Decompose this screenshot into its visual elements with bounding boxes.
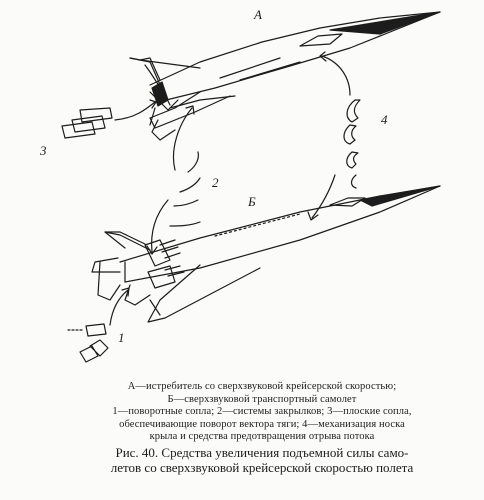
label-item-1: 1	[118, 330, 125, 345]
sst-aircraft-b	[92, 186, 440, 322]
legend-line: А—истребитель со сверхзвуковой крейсерской скоростью;	[127, 381, 397, 392]
legend-line: Б—сверхзвуковой транспортный самолет	[167, 393, 357, 405]
figure-legend	[62, 381, 462, 444]
figure-caption	[62, 445, 462, 475]
label-aircraft-a: А	[254, 7, 262, 22]
legend-line: 1—поворотные сопла; 2—системы закрылков; 3—плоские сопла,	[112, 406, 412, 417]
legend-line: обеспечивающие поворот вектора тяги; 4—механизация носка	[119, 418, 405, 430]
label-item-3: 3	[40, 143, 47, 158]
detail-rotating-nozzles	[68, 288, 129, 362]
label-aircraft-b: Б	[248, 194, 256, 209]
caption-line: Рис. 40. Средства увеличения подъемной силы само-	[115, 445, 409, 460]
caption-line: летов со сверхзвуковой крейсерской скоростью полета	[110, 460, 414, 475]
label-item-4: 4	[381, 112, 388, 127]
fighter-aircraft-a	[130, 12, 440, 140]
label-item-2: 2	[212, 175, 219, 190]
legend-line: крыла и средства предотвращения отрыва потока	[149, 431, 375, 442]
detail-flat-nozzles	[62, 100, 156, 138]
detail-leading-edge	[308, 52, 360, 220]
